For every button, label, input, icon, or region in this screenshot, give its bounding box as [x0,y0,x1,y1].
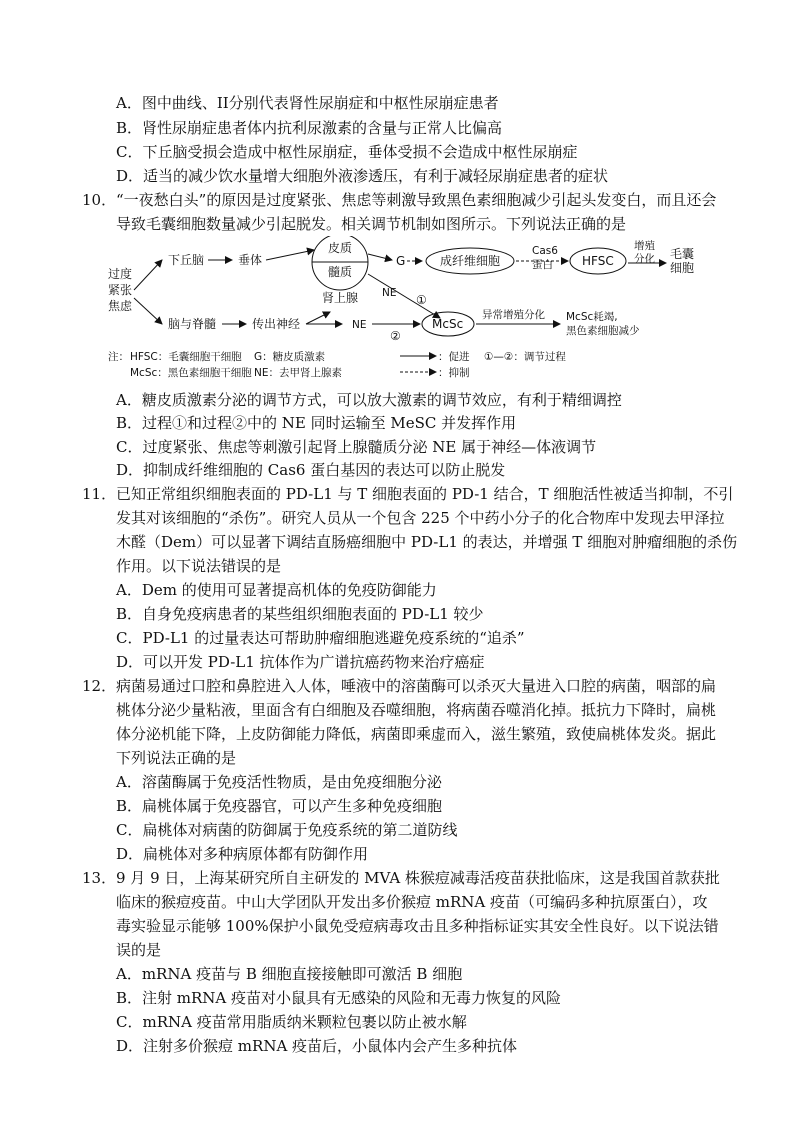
depleted-label: McSc耗竭, [566,311,618,323]
hfsc-prolif-label: 分化 [634,253,655,265]
q10-stem-line: 导致毛囊细胞数量减少引起脱发。相关调节机制如图所示。下列说法正确的是 [116,215,627,233]
mesc-label: McSc [432,317,464,331]
legend-mesc: McSc：黑色素细胞干细胞 [130,367,252,379]
q13-number: 13． [82,869,117,887]
q10-option-d: D．抑制成纤维细胞的 Cas6 蛋白基因的表达可以防止脱发 [116,461,506,479]
q12-option-a: A．溶菌酶属于免疫活性物质，是由免疫细胞分泌 [116,773,442,791]
q11-stem-line: 发其对该细胞的“杀伤”。研究人员从一个包含 225 个中药小分子的化合物库中发现去甲泽拉 [116,509,725,527]
q13-stem-line: 误的是 [116,941,162,959]
q13-stem-line: 9 月 9 日，上海某研究所自主研发的 MVA 株猴痘减毒活疫苗获批临床，这是我国首款获批 [116,869,720,887]
q13-option-a: A．mRNA 疫苗与 B 细胞直接接触即可激活 B 细胞 [116,965,463,983]
q10-option-a: A．糖皮质激素分泌的调节方式，可以放大激素的调节效应，有利于精细调控 [116,391,622,409]
q13-option-b: B．注射 mRNA 疫苗对小鼠具有无感染的风险和无毒力恢复的风险 [116,989,562,1007]
q12-option-c: C．扁桃体对病菌的防御属于免疫系统的第二道防线 [116,821,458,839]
q11-option-b: B．自身免疫病患者的某些组织细胞表面的 PD-L1 较少 [116,605,484,623]
process-1-marker: ① [416,293,427,307]
hypothalamus-label: 下丘脑 [168,253,205,267]
hfsc-prolif-label: 增殖 [634,240,655,252]
q13-stem-line: 毒实验显示能够 100%保护小鼠免受痘病毒攻击且多种指标证实其安全性良好。以下说法错 [116,917,719,935]
q12-option-b: B．扁桃体属于免疫器官，可以产生多种免疫细胞 [116,797,443,815]
q9-option-a: A．图中曲线、II分别代表肾性尿崩症和中枢性尿崩症患者 [116,94,499,112]
fibroblast-label: 成纤维细胞 [440,254,501,268]
legend-promote: ：促进 [438,351,470,363]
cortex-label: 皮质 [328,241,353,255]
stimulus-label: 焦虑 [108,299,133,313]
depleted-label: 黑色素细胞减少 [566,325,640,337]
ne-top-label: NE [382,287,397,299]
q11-number: 11． [82,485,117,503]
q10-option-c: C．过度紧张、焦虑等刺激引起肾上腺髓质分泌 NE 属于神经—体液调节 [116,438,597,456]
hair-cell-label: 细胞 [670,261,695,275]
stimulus-label: 紧张 [108,283,133,297]
brain-spine-label: 脑与脊髓 [168,317,217,331]
q10-option-b: B．过程①和过程②中的 NE 同时运输至 MeSC 并发挥作用 [116,414,517,432]
adrenal-label: 肾上腺 [322,291,359,305]
q10-stem-line: “一夜愁白头”的原因是过度紧张、焦虑等刺激导致黑色素细胞减少引起头发变白，而且还会 [116,191,717,209]
q12-stem-line: 桃体分泌少量粘液，里面含有白细胞及吞噬细胞，将病菌吞噬消化掉。抵抗力下降时，扁桃 [116,701,717,719]
q12-stem-line: 体分泌机能下降，上皮防御能力降低，病菌即乘虚而入，滋生繁殖，致使扁桃体发炎。据此 [116,725,717,743]
q12-number: 12． [82,677,117,695]
legend-ne: NE：去甲肾上腺素 [254,367,342,379]
efferent-nerve-label: 传出神经 [252,317,301,331]
medulla-label: 髓质 [328,265,353,279]
q11-stem-line: 作用。以下说法错误的是 [116,557,282,575]
ne-left-label: NE [352,319,367,331]
q13-option-c: C．mRNA 疫苗常用脂质纳米颗粒包裹以防止被水解 [116,1013,467,1031]
q13-stem-line: 临床的猴痘疫苗。中山大学团队开发出多价猴痘 mRNA 疫苗（可编码多种抗原蛋白），攻 [116,893,708,911]
glucocorticoid-label: G [396,254,406,268]
q11-option-c: C．PD-L1 的过量表达可帮助肿瘤细胞逃避免疫系统的“追杀” [116,629,525,647]
q13-option-d: D．注射多价猴痘 mRNA 疫苗后，小鼠体内会产生多种抗体 [116,1037,518,1055]
legend-hfsc: HFSC：毛囊细胞干细胞 [130,351,242,363]
hair-cell-label: 毛囊 [670,247,695,261]
cas6-label: Cas6 [532,245,558,257]
q11-stem-line: 木醛（Dem）可以显著下调结直肠癌细胞中 PD-L1 的表达，并增强 T 细胞对肿瘤细胞的杀伤 [116,533,738,551]
abnormal-prolif-label: 异常增殖分化 [482,309,545,321]
q12-stem-line: 下列说法正确的是 [116,749,237,767]
pituitary-label: 垂体 [238,253,263,267]
q11-option-a: A．Dem 的使用可显著提高机体的免疫防御能力 [116,581,437,599]
legend-g: G：糖皮质激素 [254,351,326,363]
q11-stem-line: 已知正常组织细胞表面的 PD-L1 与 T 细胞表面的 PD-1 结合，T 细胞活性被适当抑制，不引 [116,485,734,503]
stimulus-label: 过度 [108,267,133,281]
q12-option-d: D．扁桃体对多种病原体都有防御作用 [116,845,369,863]
legend-process: ①—②：调节过程 [484,351,566,363]
q9-option-b: B．肾性尿崩症患者体内抗利尿激素的含量与正常人比偏高 [116,119,503,137]
process-2-marker: ② [390,329,401,343]
regulation-diagram [100,236,720,386]
legend-note: 注： [108,351,129,363]
q10-number: 10． [82,191,117,209]
cas6-label: 蛋白 [532,259,553,271]
hfsc-label: HFSC [582,254,614,268]
q11-option-d: D．可以开发 PD-L1 抗体作为广谱抗癌药物来治疗癌症 [116,653,485,671]
q9-option-d: D．适当的减少饮水量增大细胞外液渗透压，有利于减轻尿崩症患者的症状 [116,167,609,185]
q12-stem-line: 病菌易通过口腔和鼻腔进入人体，唾液中的溶菌酶可以杀灭大量进入口腔的病菌，咽部的扁 [116,677,717,695]
q9-option-c: C．下丘脑受损会造成中枢性尿崩症，垂体受损不会造成中枢性尿崩症 [116,143,578,161]
legend-inhibit: ：抑制 [438,367,470,379]
